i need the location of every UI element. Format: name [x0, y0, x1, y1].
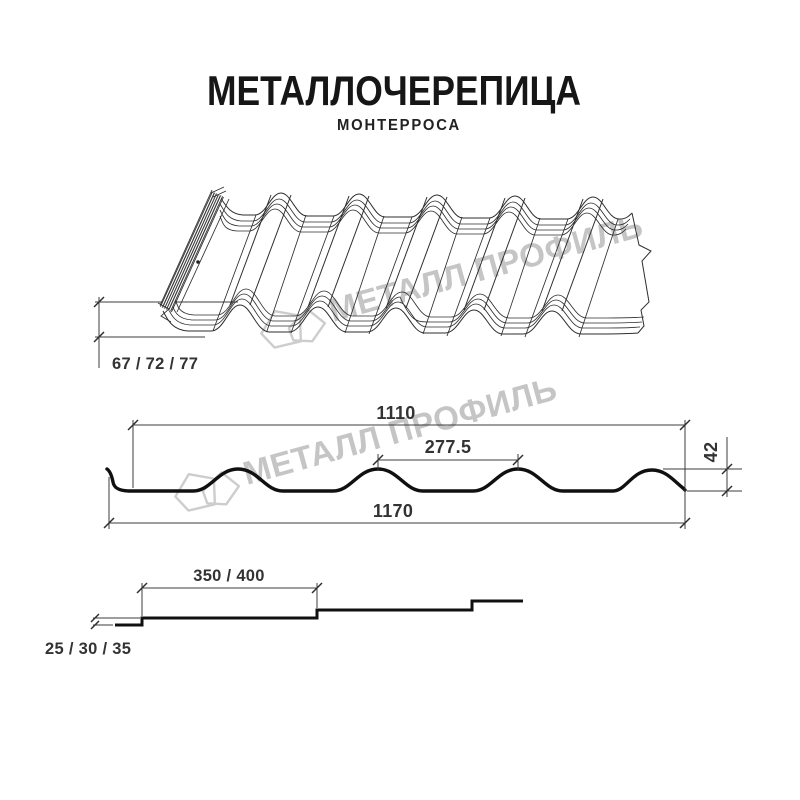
page-subtitle: МОНТЕРРОСА — [337, 117, 461, 134]
dim-wave-pitch-label: 277.5 — [424, 437, 472, 457]
dim-step-height-label: 67 / 72 / 77 — [112, 355, 199, 373]
step-profile-view — [45, 567, 523, 658]
page-title: МЕТАЛЛОЧЕРЕПИЦА — [207, 67, 581, 114]
dim-cover-width-label: 1110 — [376, 403, 416, 423]
dim-step-depth-label: 25 / 30 / 35 — [45, 640, 132, 658]
profile-curve — [107, 469, 685, 491]
dim-25-30-35 — [45, 614, 140, 658]
watermark-over-section-view — [169, 370, 562, 517]
sheet-front-edge — [163, 305, 638, 334]
technical-drawing: МЕТАЛЛ ПРОФИЛЬ МЕТАЛЛОЧЕРЕПИЦА МОНТЕРРОСА 67 / 72 / 77 1110 277.5 42 1170 350 / 400 25 / 30 / 35 — [0, 0, 800, 800]
fastener-dot — [196, 260, 200, 264]
watermark-over-3d-view — [255, 207, 648, 354]
dim-350-400 — [137, 567, 322, 616]
dim-42 — [663, 437, 742, 497]
dim-profile-height-label: 42 — [701, 441, 721, 463]
dim-module-length-label: 350 / 400 — [193, 567, 265, 585]
dim-overall-width-label: 1170 — [372, 501, 414, 521]
dim-1170 — [104, 477, 690, 529]
step-profile-curve — [115, 601, 523, 625]
